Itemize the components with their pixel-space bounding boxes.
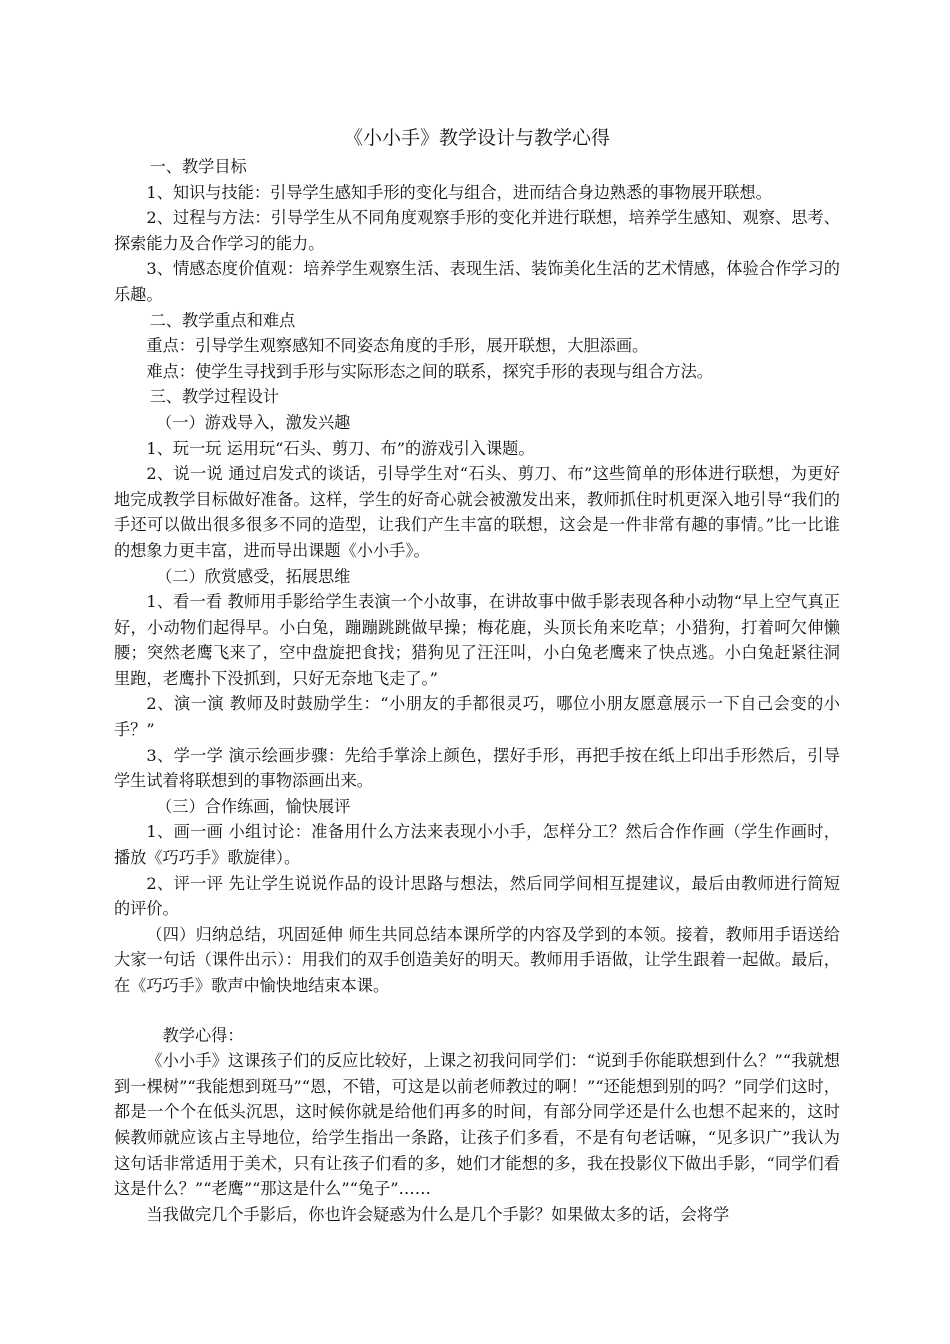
paragraph: 1、画一画 小组讨论：准备用什么方法来表现小小手，怎样分工？然后合作作画（学生作画时，播放《巧巧手》歌旋律）。 xyxy=(114,822,840,868)
paragraph: 2、说一说 通过启发式的谈话，引导学生对“石头、剪刀、布”这些简单的形体进行联想，为更好地完成教学目标做好准备。这样，学生的好奇心就会被激发出来，教师抓住时机更深入地引导“我们的手还可以做出很多很多不同的造型，让我们产生丰富的联想，这会是一件非常有趣的事情。”比一比谁的想象力更丰富，进而导出课题《小小手》。 xyxy=(114,464,840,560)
subsection-heading: （三）合作练画，愉快展评 xyxy=(156,796,351,816)
paragraph: 3、情感态度价值观：培养学生观察生活、表现生活、装饰美化生活的艺术情感，体验合作学习的乐趣。 xyxy=(114,259,840,304)
paragraph: 当我做完几个手影后，你也许会疑惑为什么是几个手影？如果做太多的话，会将学 xyxy=(146,1204,730,1224)
paragraph: 重点：引导学生观察感知不同姿态角度的手形，展开联想，大胆添画。 xyxy=(146,336,649,356)
paragraph: （四）归纳总结，巩固延伸 师生共同总结本课所学的内容及学到的本领。接着，教师用手语送给大家一句话（课件出示）：用我们的双手创造美好的明天。教师用手语做，让学生跟着一起做。最后，在《巧巧手》歌声中愉快地结束本课。 xyxy=(114,924,840,995)
paragraph: 2、评一评 先让学生说说作品的设计思路与想法，然后同学间相互提建议，最后由教师进行简短的评价。 xyxy=(114,873,840,919)
section-heading-objectives: 一、教学目标 xyxy=(149,157,247,176)
paragraph: 难点：使学生寻找到手形与实际形态之间的联系，探究手形的表现与组合方法。 xyxy=(146,361,713,381)
paragraph: 2、过程与方法：引导学生从不同角度观察手形的变化并进行联想，培养学生感知、观察、思考、探索能力及合作学习的能力。 xyxy=(114,208,840,253)
paragraph: 1、看一看 教师用手影给学生表演一个小故事，在讲故事中做手影表现各种小动物“早上空气真正好，小动物们起得早。小白兔，蹦蹦跳跳做早操；梅花鹿，头顶长角来吃草；小猎狗，打着呵欠伸懒腰；突然老鹰飞来了，空中盘旋把食找；猎狗见了汪汪叫，小白兔老鹰来了快点逃。小白兔赶紧往洞里跑，老鹰扑下没抓到，只好无奈地飞走了。” xyxy=(114,592,840,688)
document-title: 《小小手》教学设计与教学心得 xyxy=(343,127,610,149)
spacer xyxy=(114,999,840,1023)
paragraph: 2、演一演 教师及时鼓励学生：“小朋友的手都很灵巧，哪位小朋友愿意展示一下自己会变的小手？” xyxy=(114,694,840,740)
paragraph: 1、玩一玩 运用玩“石头、剪刀、布”的游戏引入课题。 xyxy=(146,438,535,458)
section-heading-process: 三、教学过程设计 xyxy=(149,387,280,407)
document-page xyxy=(114,124,840,1227)
paragraph: 3、学一学 演示绘画步骤：先给手掌涂上颜色，摆好手形，再把手按在纸上印出手形然后，引导学生试着将联想到的事物添画出来。 xyxy=(114,745,840,791)
subsection-heading: （一）游戏导入，激发兴趣 xyxy=(156,412,351,432)
section-heading-key-points: 二、教学重点和难点 xyxy=(149,310,296,330)
paragraph: 《小小手》这课孩子们的反应比较好，上课之初我问同学们：“说到手你能联想到什么？”“我就想到一棵树”“我能想到斑马”“恩，不错，可这是以前老师教过的啊！”“还能想到别的吗？”同学们这时，都是一个个在低头沉思，这时候你就是给他们再多的时间，有部分同学还是什么也想不起来的，这时候教师就应该占主导地位，给学生指出一条路，让孩子们多看，不是有句老话嘛，“见多识广”我认为这句话非常适用于美术，只有让孩子们看的多，她们才能想的多，我在投影仪下做出手影，“同学们看这是什么？”“老鹰”“那这是什么”“兔子”…… xyxy=(114,1051,840,1199)
paragraph: 1、知识与技能：引导学生感知手形的变化与组合，进而结合身边熟悉的事物展开联想。 xyxy=(146,182,772,202)
subsection-heading: （二）欣赏感受，拓展思维 xyxy=(156,566,351,586)
reflection-heading: 教学心得： xyxy=(162,1025,244,1045)
